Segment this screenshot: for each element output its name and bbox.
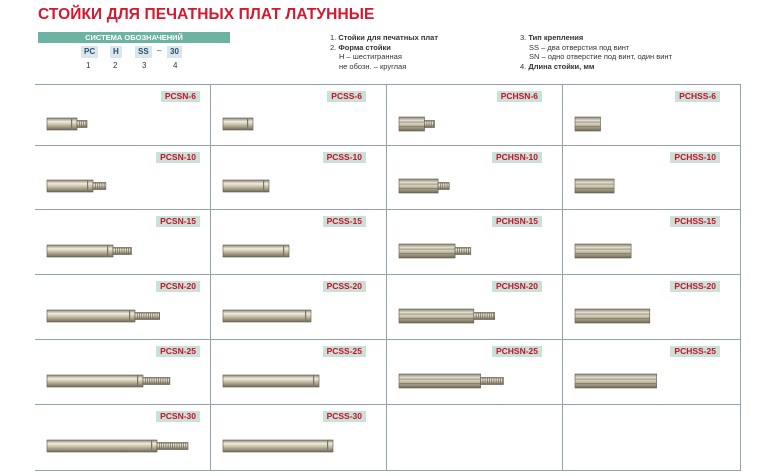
product-label: PCHSN-6 bbox=[497, 91, 542, 102]
product-cell bbox=[211, 275, 387, 340]
product-cell bbox=[211, 340, 387, 405]
round-standoff-image bbox=[221, 115, 259, 133]
code-30: 30 bbox=[167, 46, 182, 58]
legend-item: SN – одно отверстие под винт, один винт bbox=[529, 52, 673, 61]
product-cell bbox=[35, 85, 211, 146]
product-cell bbox=[35, 405, 211, 471]
code-number: 3 bbox=[142, 61, 147, 70]
product-label: PCSS-30 bbox=[323, 411, 366, 422]
legend-item: 1. Стойки для печатных плат bbox=[330, 33, 439, 42]
product-label: PCSS-10 bbox=[323, 152, 366, 163]
product-label: PCHSN-20 bbox=[492, 281, 542, 292]
product-label: PCHSS-15 bbox=[670, 216, 720, 227]
legend-item: SS – два отверстия под винт bbox=[529, 42, 630, 52]
legend-left bbox=[330, 33, 438, 71]
round-standoff-image bbox=[221, 307, 317, 325]
hex-standoff-image bbox=[573, 176, 620, 196]
product-cell bbox=[35, 275, 211, 340]
round-standoff-image bbox=[221, 177, 275, 195]
hex-standoff-image bbox=[573, 371, 663, 391]
product-label: PCSS-20 bbox=[323, 281, 366, 292]
legend-item: 2. Форма стойки bbox=[330, 42, 391, 52]
product-cell bbox=[211, 146, 387, 210]
hex-standoff-image bbox=[397, 371, 509, 391]
round-standoff-image bbox=[45, 177, 112, 195]
hex-standoff-image bbox=[397, 176, 455, 196]
product-label: PCHSS-6 bbox=[675, 91, 720, 102]
product-label: PCHSN-15 bbox=[492, 216, 542, 227]
code-h: H bbox=[110, 46, 122, 58]
product-label: PCHSS-25 bbox=[670, 346, 720, 357]
hex-standoff-image bbox=[397, 241, 477, 261]
code-pc: PC bbox=[81, 46, 98, 58]
product-label: PCSN-6 bbox=[161, 91, 200, 102]
product-cell bbox=[563, 340, 741, 405]
product-label: PCSN-30 bbox=[156, 411, 200, 422]
hex-standoff-image bbox=[397, 114, 441, 134]
code-separator: – bbox=[157, 46, 162, 55]
product-cell bbox=[387, 340, 563, 405]
round-standoff-image bbox=[45, 115, 93, 133]
round-standoff-image bbox=[45, 437, 194, 455]
round-standoff-image bbox=[221, 372, 325, 390]
code-ss: SS bbox=[135, 46, 152, 58]
empty-cell bbox=[387, 405, 563, 471]
hex-standoff-image bbox=[573, 114, 607, 134]
product-cell bbox=[35, 210, 211, 275]
product-cell bbox=[563, 85, 741, 146]
product-grid bbox=[35, 84, 741, 471]
legend-right bbox=[520, 33, 672, 71]
designation-codes bbox=[38, 43, 230, 69]
hex-standoff-image bbox=[397, 306, 501, 326]
empty-cell bbox=[563, 405, 741, 471]
product-label: PCSS-6 bbox=[327, 91, 366, 102]
product-cell bbox=[563, 275, 741, 340]
product-label: PCSN-25 bbox=[156, 346, 200, 357]
code-number: 2 bbox=[113, 61, 118, 70]
product-cell bbox=[35, 340, 211, 405]
round-standoff-image bbox=[45, 307, 166, 325]
product-cell bbox=[211, 405, 387, 471]
hex-standoff-image bbox=[573, 241, 637, 261]
legend-item: H – шестигранная bbox=[339, 52, 402, 61]
product-cell bbox=[563, 210, 741, 275]
legend-item: не обозн. – круглая bbox=[339, 61, 407, 71]
product-cell bbox=[387, 85, 563, 146]
product-cell bbox=[35, 146, 211, 210]
round-standoff-image bbox=[45, 372, 176, 390]
product-label: PCHSN-10 bbox=[492, 152, 542, 163]
round-standoff-image bbox=[221, 437, 339, 455]
product-label: PCSN-10 bbox=[156, 152, 200, 163]
product-cell bbox=[387, 210, 563, 275]
product-cell bbox=[387, 275, 563, 340]
page-title: СТОЙКИ ДЛЯ ПЕЧАТНЫХ ПЛАТ ЛАТУННЫЕ bbox=[38, 6, 375, 23]
product-label: PCHSS-10 bbox=[670, 152, 720, 163]
designation-system bbox=[38, 32, 230, 69]
product-label: PCSS-15 bbox=[323, 216, 366, 227]
hex-standoff-image bbox=[573, 306, 656, 326]
code-number: 4 bbox=[173, 61, 178, 70]
code-number: 1 bbox=[86, 61, 91, 70]
product-label: PCSS-25 bbox=[323, 346, 366, 357]
product-label: PCSN-20 bbox=[156, 281, 200, 292]
product-label: PCHSN-25 bbox=[492, 346, 542, 357]
designation-header: СИСТЕМА ОБОЗНАЧЕНИЙ bbox=[38, 32, 230, 43]
product-cell bbox=[211, 85, 387, 146]
product-cell bbox=[387, 146, 563, 210]
product-label: PCHSS-20 bbox=[670, 281, 720, 292]
product-label: PCSN-15 bbox=[156, 216, 200, 227]
product-cell bbox=[563, 146, 741, 210]
legend-item: 4. Длина стойки, мм bbox=[520, 61, 595, 71]
round-standoff-image bbox=[221, 242, 295, 260]
product-cell bbox=[211, 210, 387, 275]
legend-item: 3. Тип крепления bbox=[520, 33, 584, 42]
round-standoff-image bbox=[45, 242, 137, 260]
